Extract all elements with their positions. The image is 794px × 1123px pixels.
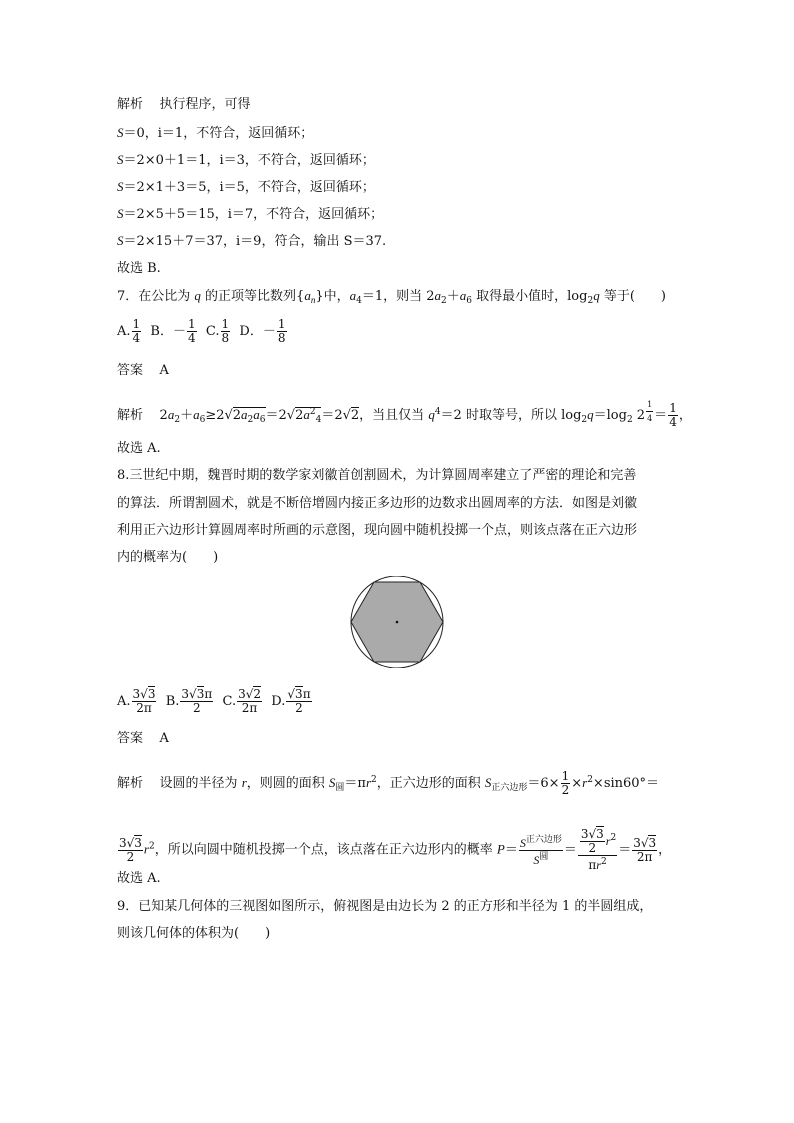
q7-conclusion: 故选 A. [117,441,161,456]
sol6-step3: S＝2×1＋3＝5，i＝5，不符合，返回循环； [117,179,375,195]
q8-options: A. $\frac{3√3}{2\pi}$ B. $\frac{3√3\pi}{2}$ C. $\frac{3√2}{2\pi}$ D. $\frac{√3\pi}{2}$ [117,687,311,715]
q7-options: A. $\frac{1}{4}$ B．－ $\frac{1}{4}$ C. $\frac{1}{8}$ D．－ $\frac{1}{8}$ [117,317,286,345]
q8-analysis-2: $\frac{3√3}{2}$ $r^2$，所以向圆中随机投掷一个点，该点落在正六边形内的概率 P＝ $\frac{S^{正六边形}}{S^圆}$ ＝ $\frac{3√3}{2}$ $r^2$ $\pi r^2$ ＝ $\frac{3√3}{2\pi}$ ， [119,827,672,872]
q8-line4: 内的概率为( ) [117,550,219,565]
hexagon-in-circle-figure [347,576,447,668]
q8-line3: 利用正六边形计算圆周率时所画的示意图，现向圆中随机投掷一个点，则该点落在正六边形 [117,523,638,538]
q7-analysis: 解析 $2a_2+a_6\ge 2√2a_2a_6=2√2a^2_4=2√2$，当且仅当 $q^4=2$ 时取等号，所以 $\log_2q=\log_2$ 2 $^{\frac{1}{4}}$ ＝ $\frac{1}{4}$ ， [117,400,692,429]
q8-conclusion: 故选 A. [117,871,161,886]
q7-stem: 7．在公比为 q 的正项等比数列$\{a_n\}$中，$a_4=1$，则当 $2a_2+a_6$ 取得最小值时，$\log_2q$ 等于( ) [117,288,666,306]
sol6-step4: S＝2×5＋5＝15，i＝7，不符合，返回循环； [117,206,384,222]
analysis-label: 解析 [117,97,144,112]
q9-line1: 9．已知某几何体的三视图如图所示，俯视图是由边长为 2 的正方形和半径为 1 的半圆组成， [117,899,653,914]
sol6-conclusion: 故选 B. [117,261,161,276]
q8-line1: 8.三世纪中期，魏晋时期的数学家刘徽首创割圆术，为计算圆周率建立了严密的理论和完善 [117,468,637,483]
q8-line2: 的算法．所谓割圆术，就是不断倍增圆内接正多边形的边数求出圆周率的方法．如图是刘徽 [117,496,638,511]
center-point [396,621,399,624]
sol6-intro: 解析 执行程序，可得 [117,97,251,112]
q8-answer: 答案 A [117,731,169,746]
sol6-step5: S＝2×15＋7＝37，i＝9，符合，输出 S＝37. [117,233,387,249]
q7-answer: 答案 A [117,363,169,378]
q9-line2: 则该几何体的体积为( ) [117,926,271,941]
q8-analysis-1: 解析 设圆的半径为 r，则圆的面积 $S_圆=\pi r^2$，正六边形的面积 $S_{正六边形}=6\times$ $\frac{1}{2}$ $\times r^2\times\sin 60^\circ=$ [117,769,660,797]
sol6-step1: S＝0，i＝1，不符合，返回循环； [117,125,314,141]
sol6-step2: S＝2×0＋1＝1，i＝3，不符合，返回循环； [117,152,375,168]
